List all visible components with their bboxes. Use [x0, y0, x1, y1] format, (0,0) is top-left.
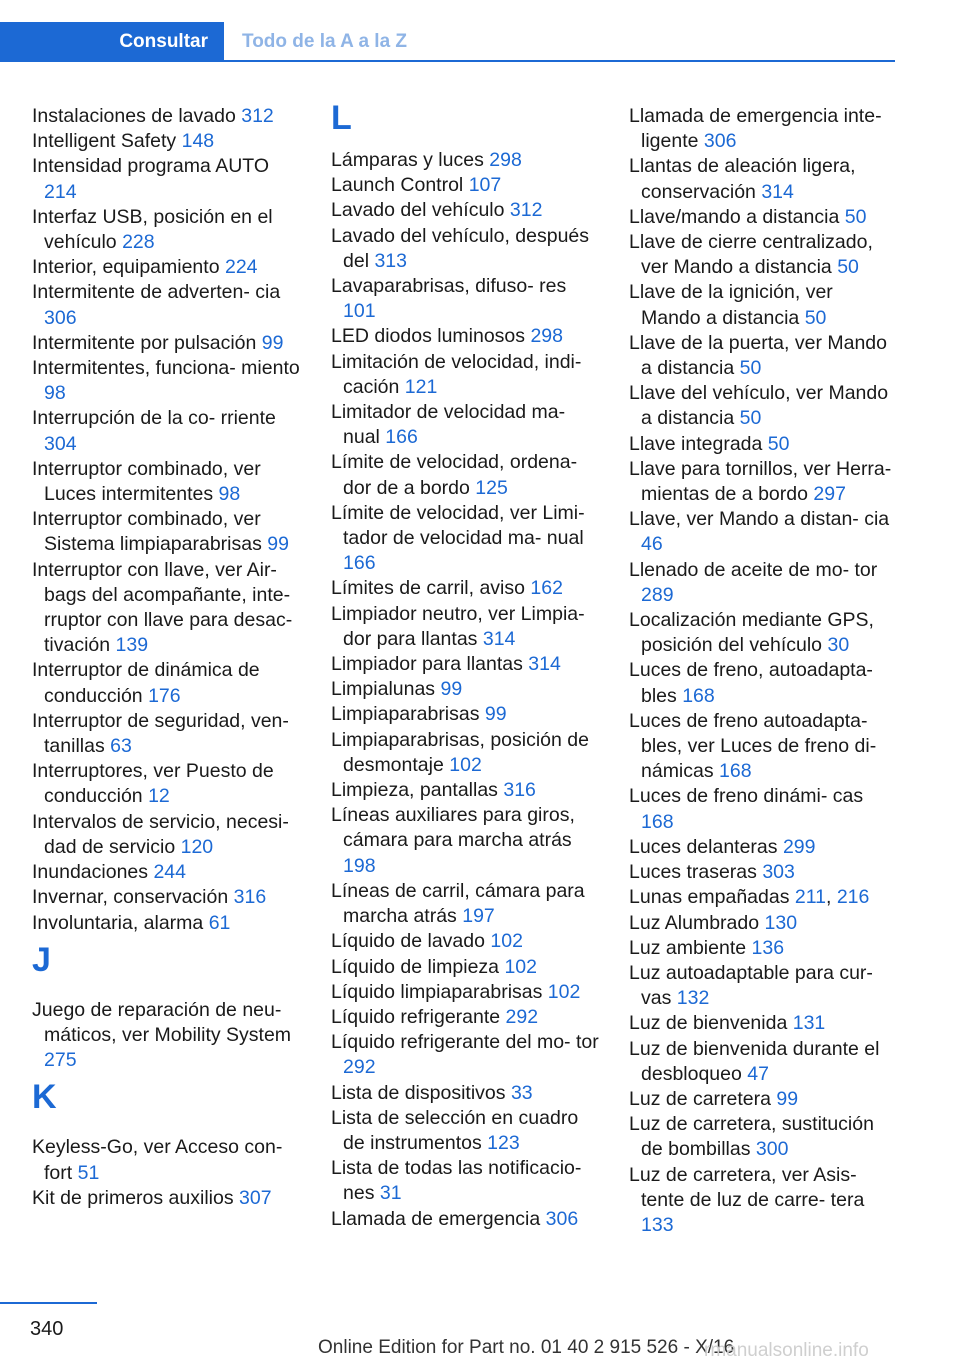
page-link[interactable]: 107	[468, 174, 502, 197]
index-entry	[32, 709, 300, 759]
index-entry	[629, 331, 897, 381]
index-entry	[331, 702, 599, 727]
index-entry	[331, 1081, 599, 1106]
page-link[interactable]: 314	[761, 180, 794, 203]
index-entry	[629, 1011, 897, 1036]
index-term: Limitador de velocidad ma- nual	[331, 401, 566, 449]
index-term: Llave integrada	[629, 432, 763, 455]
index-term: Límite de velocidad, ordena- dor de a bordo	[331, 451, 578, 499]
index-term: Interrupción de la co- rriente	[32, 407, 276, 430]
index-term: Limpialunas	[331, 678, 436, 701]
index-term: Interruptor combinado, ver Luces intermitentes	[32, 457, 261, 506]
watermark: rmanualsonline.info	[704, 1340, 869, 1361]
index-term: Intermitentes, funciona- miento	[32, 357, 300, 380]
index-entry	[629, 860, 897, 885]
page-link[interactable]: 168	[641, 810, 674, 833]
index-term: Interruptor de seguridad, ven- tanillas	[32, 709, 289, 758]
index-term: Líquido limpiaparabrisas	[331, 980, 543, 1003]
page-link[interactable]: 214	[44, 180, 77, 203]
page-link[interactable]: 132	[676, 987, 710, 1010]
index-entry	[32, 129, 300, 154]
page-number: 340	[30, 1318, 64, 1340]
index-term: Luces traseras	[629, 861, 757, 884]
index-entry	[331, 1106, 599, 1156]
page-link[interactable]: 99	[440, 678, 463, 701]
page-link[interactable]: 121	[404, 375, 438, 398]
index-entry	[32, 658, 300, 708]
index-entry	[32, 911, 300, 936]
page-link[interactable]: 304	[44, 432, 77, 455]
section-letter: J	[32, 940, 51, 979]
index-term: Límite de velocidad, ver Limi- tador de velocidad ma- nual	[331, 501, 585, 550]
index-entry	[629, 911, 897, 936]
index-term: Instalaciones de lavado	[32, 105, 236, 127]
page-link[interactable]: 130	[764, 911, 798, 934]
page-link[interactable]: 168	[682, 684, 715, 707]
index-term: Luz autoadaptable para cur- vas	[629, 961, 873, 1010]
page-link[interactable]: 51	[77, 1161, 100, 1184]
index-entry	[331, 274, 599, 324]
page-link[interactable]: 125	[475, 476, 508, 499]
index-term: Limpiaparabrisas	[331, 703, 480, 726]
index-term: Llave de cierre centralizado, ver Mando a distancia	[629, 231, 873, 279]
page-link[interactable]: 50	[844, 205, 867, 228]
index-term: Líneas de carril, cámara para marcha atrás	[331, 879, 585, 928]
index-entry	[629, 1112, 897, 1162]
index-entry	[32, 507, 300, 557]
index-term: LED diodos luminosos	[331, 325, 526, 348]
page-link[interactable]: 316	[233, 886, 267, 909]
header-bar	[0, 22, 895, 62]
index-entry	[331, 728, 599, 778]
index-term: Inundaciones	[32, 861, 149, 884]
index-term: Intermitente por pulsación	[32, 331, 257, 354]
page-link[interactable]: 30	[827, 634, 850, 657]
edition-note: Online Edition for Part no. 01 40 2 915 526 - X/16	[318, 1337, 735, 1358]
tab-todo-a-z[interactable]: Todo de la A a la Z	[242, 31, 408, 52]
index-term: Líneas auxiliares para giros, cámara para marcha atrás	[331, 804, 575, 852]
index-term: Limpiaparabrisas, posición de desmontaje	[331, 728, 589, 776]
page-link[interactable]: 314	[528, 653, 561, 676]
index-entry	[32, 860, 300, 885]
index-entry	[331, 224, 599, 274]
page-link[interactable]: 275	[44, 1049, 77, 1072]
index-entry	[331, 1030, 599, 1080]
index-entry	[629, 608, 897, 658]
index-term: Kit de primeros auxilios	[32, 1186, 234, 1209]
page-link[interactable]: 166	[385, 426, 418, 449]
index-term: Interruptor combinado, ver Sistema limpiaparabrisas	[32, 508, 262, 556]
index-term: Interfaz USB, posición en el vehículo	[32, 205, 273, 254]
page-link[interactable]: 50	[767, 432, 790, 455]
index-term: Llave de la puerta, ver Mando a distancia	[629, 331, 887, 380]
index-entry	[629, 205, 897, 230]
index-term: Líquido de lavado	[331, 930, 485, 953]
page-link[interactable]: 123	[487, 1131, 520, 1154]
page-link[interactable]: 162	[530, 577, 563, 600]
index-column-3	[629, 104, 897, 1238]
index-term: Líquido refrigerante	[331, 1005, 501, 1028]
index-term: Intensidad programa AUTO	[32, 155, 270, 178]
index-entry	[629, 507, 897, 557]
page-link[interactable]: 46	[641, 533, 663, 556]
index-term: Keyless-Go, ver Acceso con- fort	[32, 1136, 283, 1184]
index-column-2	[331, 99, 599, 1232]
index-entry	[629, 432, 897, 457]
page-link[interactable]: 289	[641, 583, 674, 606]
index-term: Invernar, conservación	[32, 886, 229, 909]
index-entry	[331, 1156, 599, 1206]
index-term: Intermitente de adverten- cia	[32, 281, 281, 304]
page-link[interactable]: 168	[719, 760, 752, 783]
index-entry	[32, 331, 300, 356]
index-term: Lista de dispositivos	[331, 1081, 506, 1104]
index-term: Llenado de aceite de mo- tor	[629, 558, 878, 581]
index-term: Llantas de aleación ligera, conservación	[629, 155, 856, 203]
index-entry	[32, 1135, 300, 1185]
page-link[interactable]: 98	[44, 382, 66, 405]
page-link[interactable]: 228	[122, 231, 155, 254]
index-entry	[629, 381, 897, 431]
page-link[interactable]: 12	[148, 785, 170, 808]
index-term: Llave, ver Mando a distan- cia	[629, 508, 890, 531]
index-entry	[629, 936, 897, 961]
index-entry	[331, 803, 599, 879]
index-term: Interruptor de dinámica de conducción	[32, 659, 260, 707]
page-link[interactable]: 292	[343, 1056, 376, 1079]
index-term: Líquido de limpieza	[331, 955, 500, 978]
index-term: Limpiador neutro, ver Limpia- dor para llantas	[331, 602, 585, 650]
index-entry	[331, 980, 599, 1005]
index-term: Intervalos de servicio, necesi- dad de servicio	[32, 810, 289, 858]
index-term: Juego de reparación de neu- máticos, ver Mobility System	[32, 998, 292, 1046]
index-term: Luces de freno dinámi- cas	[629, 785, 864, 808]
index-entry: Lunas empañadas 211, 216	[629, 886, 870, 909]
index-entry	[32, 406, 300, 456]
index-term: Luces de freno, autoadapta- bles	[629, 659, 873, 707]
page-link[interactable]: 99	[261, 331, 284, 354]
index-entry	[331, 173, 599, 198]
page-link[interactable]: 298	[530, 325, 563, 348]
page-link[interactable]: 102	[449, 753, 482, 776]
footer-rule	[0, 1302, 97, 1304]
index-entry	[331, 1207, 599, 1232]
index-entry	[32, 280, 300, 330]
index-term: Involuntaria, alarma	[32, 911, 204, 934]
index-entry	[629, 1087, 897, 1112]
page-link[interactable]: 148	[181, 130, 215, 153]
index-term: Luz de bienvenida	[629, 1012, 788, 1035]
index-entry	[32, 154, 300, 204]
page-link[interactable]: 139	[115, 634, 149, 657]
index-entry	[629, 835, 897, 860]
page-link[interactable]: 102	[504, 955, 537, 978]
page-link[interactable]: 303	[762, 861, 795, 884]
page-link[interactable]: 306	[44, 306, 77, 329]
index-entry	[32, 810, 300, 860]
page-link[interactable]: 102	[547, 980, 581, 1003]
index-entry	[331, 400, 599, 450]
page-link[interactable]: 306	[703, 130, 737, 153]
page-link[interactable]: 136	[751, 936, 785, 959]
index-term: Luz ambiente	[629, 936, 747, 959]
index-term: Luz de carretera, ver Asis- tente de luz de carre- tera	[629, 1163, 865, 1211]
index-entry	[331, 576, 599, 601]
index-entry	[629, 280, 897, 330]
index-entry	[629, 457, 897, 507]
index-term: Intelligent Safety	[32, 130, 177, 153]
index-term: Luces de freno autoadapta- bles, ver Luces de freno di- námicas	[629, 709, 877, 783]
index-entry	[331, 602, 599, 652]
index-term: Localización mediante GPS, posición del vehículo	[629, 609, 874, 657]
page-link[interactable]: 297	[813, 483, 846, 506]
page-link[interactable]: 166	[343, 552, 376, 575]
page-link[interactable]: 298	[489, 149, 522, 171]
index-entry	[331, 929, 599, 954]
index-entry	[331, 955, 599, 980]
page-link[interactable]: 133	[641, 1213, 674, 1236]
index-entry	[331, 652, 599, 677]
page-link[interactable]: 131	[792, 1012, 826, 1035]
index-entry	[629, 709, 897, 785]
index-term: Interruptores, ver Puesto de conducción	[32, 760, 274, 808]
index-entry	[629, 784, 897, 834]
index-term: Limpieza, pantallas	[331, 779, 498, 802]
index-entry	[32, 255, 300, 280]
index-term: Llave del vehículo, ver Mando a distancia	[629, 382, 889, 430]
page-link[interactable]: 299	[782, 835, 816, 858]
page-link[interactable]: 98	[218, 483, 241, 506]
index-entry	[32, 998, 300, 1074]
page-link[interactable]: 102	[490, 930, 523, 953]
page-link[interactable]: 33	[510, 1081, 533, 1104]
index-term: Lavaparabrisas, difuso- res	[331, 275, 567, 298]
page-link[interactable]: 314	[482, 627, 516, 650]
index-entry	[331, 501, 599, 577]
index-term: Luz Alumbrado	[629, 911, 760, 934]
page-link[interactable]: 176	[148, 684, 181, 707]
index-term: Lista de selección en cuadro de instrumentos	[331, 1106, 579, 1154]
index-entry	[32, 356, 300, 406]
index-entry	[32, 1186, 300, 1211]
index-entry	[331, 1005, 599, 1030]
index-entry	[331, 677, 599, 702]
index-term: Luz de carretera	[629, 1087, 771, 1110]
index-entry	[331, 324, 599, 349]
index-entry	[331, 198, 599, 223]
index-entry	[32, 104, 300, 129]
index-entry	[32, 205, 300, 255]
index-entry	[629, 104, 897, 154]
index-term: Llamada de emergencia	[331, 1207, 541, 1230]
index-term: Llave de la ignición, ver Mando a distancia	[629, 281, 833, 329]
index-term: Lavado del vehículo, después del	[331, 224, 590, 272]
index-entry	[629, 230, 897, 280]
index-entry	[32, 885, 300, 910]
index-term: Interior, equipamiento	[32, 256, 220, 279]
index-term: Llave para tornillos, ver Herra- mientas de a bordo	[629, 457, 892, 506]
index-entry	[331, 778, 599, 803]
page-link[interactable]: 99	[484, 703, 507, 726]
page-link[interactable]: 244	[153, 861, 186, 884]
page-link[interactable]: 198	[343, 854, 376, 877]
index-term: Lunas empañadas	[629, 886, 790, 909]
page-link[interactable]: 101	[343, 300, 376, 323]
page-link[interactable]: 312	[241, 105, 274, 127]
index-entry	[331, 350, 599, 400]
index-term: Interruptor con llave, ver Air- bags del acompañante, inte- rruptor con llave para desac- tivación	[32, 558, 293, 657]
page-link[interactable]: 197	[462, 905, 495, 928]
index-term: Límites de carril, aviso	[331, 577, 525, 600]
page-link[interactable]: 50	[739, 407, 762, 430]
page-link[interactable]: 50	[739, 357, 762, 380]
page-link[interactable]: 316	[503, 779, 536, 802]
index-entry	[629, 658, 897, 708]
index-term: Launch Control	[331, 174, 464, 197]
page-link[interactable]: 224	[224, 256, 258, 279]
page-link[interactable]: 50	[837, 256, 859, 279]
index-term: Limitación de velocidad, indi- cación	[331, 350, 582, 398]
index-term: Limpiador para llantas	[331, 653, 523, 676]
page-link[interactable]: 31	[379, 1182, 402, 1205]
index-term: Lavado del vehículo	[331, 199, 505, 222]
page-link[interactable]: 47	[747, 1062, 769, 1085]
index-entry	[331, 450, 599, 500]
tab-consultar[interactable]: Consultar	[0, 22, 224, 60]
page-link[interactable]: 306	[545, 1207, 579, 1230]
index-term: Líquido refrigerante del mo- tor	[331, 1031, 599, 1054]
page-link[interactable]: 50	[804, 306, 827, 329]
index-entry	[32, 558, 300, 659]
page-link[interactable]: 313	[374, 249, 407, 272]
index-entry	[331, 879, 599, 929]
page-link[interactable]: 307	[239, 1186, 272, 1209]
index-entry	[629, 154, 897, 204]
index-entry	[629, 1037, 897, 1087]
page-link[interactable]: 292	[505, 1005, 539, 1028]
page-link[interactable]: 120	[180, 835, 214, 858]
index-entry	[629, 961, 897, 1011]
index-entry	[629, 1163, 897, 1239]
page-link[interactable]: 216	[836, 886, 870, 909]
index-term: Lista de todas las notificacio- nes	[331, 1157, 582, 1205]
index-term: Luz de bienvenida durante el desbloqueo	[629, 1037, 880, 1085]
page-link[interactable]: 99	[267, 533, 289, 556]
index-term: Luces delanteras	[629, 835, 778, 858]
index-entry	[331, 148, 599, 173]
index-term: Lámparas y luces	[331, 149, 484, 171]
index-entry	[32, 457, 300, 507]
index-term: Luz de carretera, sustitución de bombillas	[629, 1113, 874, 1161]
index-term: Llamada de emergencia inte- ligente	[629, 105, 882, 153]
page-link[interactable]: 312	[509, 199, 543, 222]
page-link[interactable]: 61	[208, 911, 231, 934]
index-column-1	[32, 104, 300, 1211]
index-entry	[629, 558, 897, 608]
page-link[interactable]: 211	[794, 886, 826, 909]
index-entry	[32, 759, 300, 809]
page-link[interactable]: 63	[110, 735, 132, 758]
section-letter: L	[331, 99, 352, 137]
page-link[interactable]: 99	[776, 1087, 799, 1110]
page-link[interactable]: 300	[755, 1138, 789, 1161]
section-letter: K	[32, 1078, 57, 1117]
index-term: Llave/mando a distancia	[629, 205, 840, 228]
